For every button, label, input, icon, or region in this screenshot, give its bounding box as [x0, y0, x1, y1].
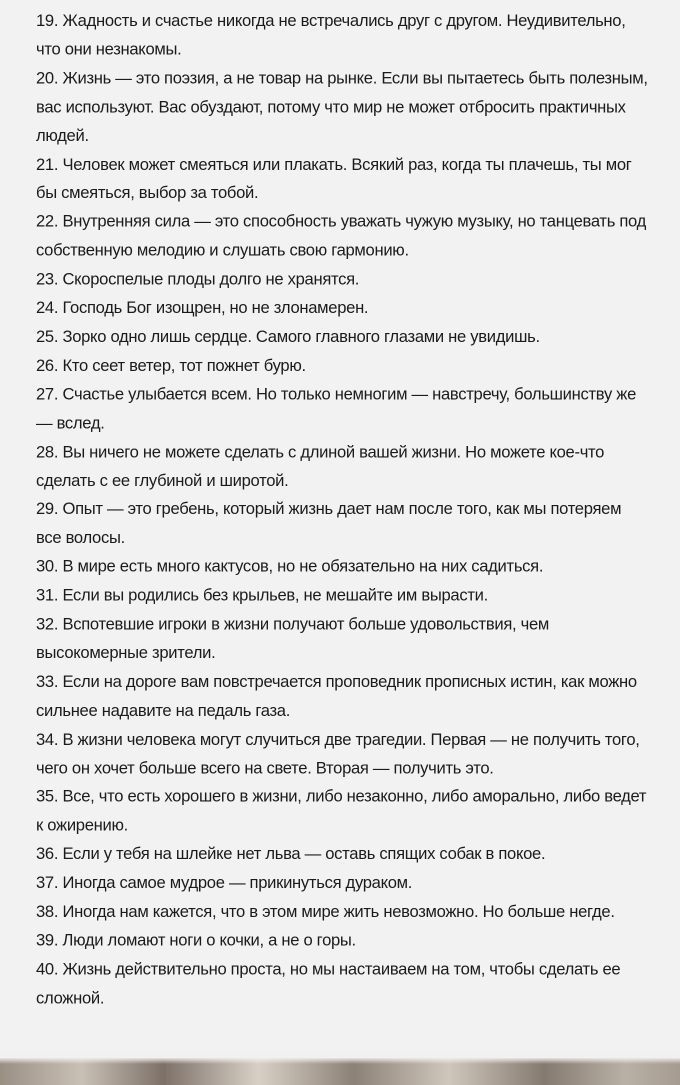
- quote-40: 40. Жизнь действительно проста, но мы настаиваем на том, чтобы сделать ее сложной.: [36, 959, 621, 1008]
- quote-35: 35. Все, что есть хорошего в жизни, либо незаконно, либо аморально, либо ведет к ожирению.: [36, 786, 647, 835]
- quote-34: 34. В жизни человека могут случиться две трагедии. Первая — не получить того, чего он хочет больше всего на свете. Вторая — получить это.: [36, 729, 640, 778]
- quote-33: 33. Если на дороге вам повстречается проповедник прописных истин, как можно сильнее надавите на педаль газа.: [36, 672, 637, 720]
- quote-22: 22. Внутренняя сила — это способность уважать чужую музыку, но танцевать под собственную мелодию и слушать свою гармонию.: [36, 212, 646, 260]
- quote-30: 30. В мире есть много кактусов, но не обязательно на них садиться.: [36, 557, 544, 576]
- quote-25: 25. Зорко одно лишь сердце. Самого главного глазами не увидишь.: [36, 327, 540, 346]
- quote-31: 31. Если вы родились без крыльев, не мешайте им вырасти.: [36, 585, 488, 605]
- quote-39: 39. Люди ломают ноги о кочки, а не о горы.: [36, 930, 356, 950]
- quote-23: 23. Скороспелые плоды долго не хранятся.: [36, 269, 360, 289]
- bottom-photo-strip: [0, 1058, 680, 1085]
- quote-37: 37. Иногда самое мудрое — прикинуться дураком.: [36, 873, 413, 893]
- quote-29: 29. Опыт — это гребень, который жизнь дает нам после того, как мы потеряем все волосы.: [36, 499, 622, 548]
- quote-36: 36. Если у тебя на шлейке нет льва — оставь спящих собак в покое.: [36, 844, 546, 864]
- quote-20: 20. Жизнь — это поэзия, а не товар на рынке. Если вы пытаетесь быть полезным, вас используют. Вас обуздают, потому что мир не может отбросить практичных людей.: [36, 68, 648, 145]
- quote-27: 27. Счастье улыбается всем. Но только немногим — навстречу, большинству же — вслед.: [36, 384, 636, 433]
- quote-32: 32. Вспотевшие игроки в жизни получают больше удовольствия, чем высокомерные зрители.: [36, 614, 550, 663]
- quote-24: 24. Господь Бог изощрен, но не злонамерен.: [36, 298, 369, 318]
- quote-26: 26. Кто сеет ветер, тот пожнет бурю.: [36, 355, 306, 375]
- quote-28: 28. Вы ничего не можете сделать с длиной вашей жизни. Но можете кое-что сделать с ее глубиной и широтой.: [36, 442, 605, 490]
- quote-21: 21. Человек может смеяться или плакать. Всякий раз, когда ты плачешь, ты мог бы смеяться, выбор за тобой.: [36, 154, 632, 203]
- quote-38: 38. Иногда нам кажется, что в этом мире жить невозможно. Но больше негде.: [36, 901, 615, 921]
- quote-19: 19. Жадность и счастье никогда не встречались друг с другом. Неудивительно, что они незнакомы.: [36, 10, 626, 59]
